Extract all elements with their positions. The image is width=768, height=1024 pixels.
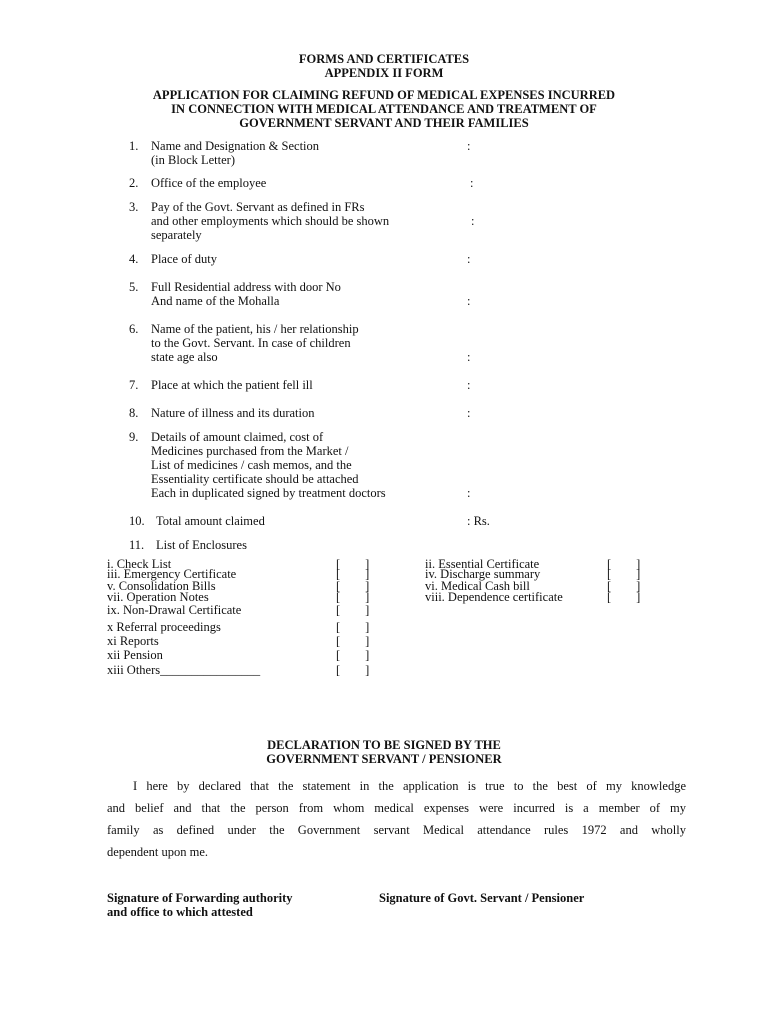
declaration-line-1: I here by declared that the statement in the application is true to the best of my knowledge [133,779,686,793]
field-number: 3. [129,200,139,214]
application-title-line-3: GOVERNMENT SERVANT AND THEIR FAMILIES [239,116,529,130]
enclosure-checkbox[interactable]: [ ] [607,579,641,593]
field-number: 10. [129,514,145,528]
field-number: 7. [129,378,139,392]
field-value-blank[interactable]: : [470,176,474,190]
field-label-line: Medicines purchased from the Market / [151,444,349,458]
declaration-line-2: and belief and that the person from whom medical expenses were incurred is a member of my [107,801,686,815]
field-number: 4. [129,252,139,266]
enclosure-label: x Referral proceedings [107,620,221,634]
field-label-line: List of medicines / cash memos, and the [151,458,352,472]
enclosure-label: ix. Non-Drawal Certificate [107,603,242,617]
field-number: 1. [129,139,139,153]
field-value-blank[interactable]: : Rs. [467,514,490,528]
enclosure-label: ii. Essential Certificate [425,557,540,571]
enclosure-label: iv. Discharge summary [425,567,541,581]
field-label-line: to the Govt. Servant. In case of children [151,336,351,350]
declaration-title-line-2: GOVERNMENT SERVANT / PENSIONER [266,752,502,766]
field-label-line: (in Block Letter) [151,153,235,167]
enclosure-label: xii Pension [107,648,163,662]
field-label-line: state age also [151,350,218,364]
field-value-blank[interactable]: : [467,378,471,392]
field-label-line: Each in duplicated signed by treatment doctors [151,486,386,500]
enclosure-checkbox[interactable]: [ ] [336,590,370,604]
field-label-line: Place at which the patient fell ill [151,378,313,392]
declaration-line-3: family as defined under the Government servant Medical attendance rules 1972 and wholly [107,823,686,837]
enclosure-label: xiii Others________________ [107,663,261,677]
field-value-blank[interactable]: : [467,139,471,153]
enclosure-checkbox[interactable]: [ ] [336,567,370,581]
field-label-line: Pay of the Govt. Servant as defined in FRs [151,200,365,214]
field-number: 6. [129,322,139,336]
form-heading: FORMS AND CERTIFICATES [298,52,470,66]
field-label-line: Essentiality certificate should be attached [151,472,359,486]
field-label-line: separately [151,228,202,242]
enclosure-checkbox[interactable]: [ ] [336,634,370,648]
enclosure-label: iii. Emergency Certificate [107,567,237,581]
enclosure-label: xi Reports [107,634,159,648]
enclosure-checkbox[interactable]: [ ] [607,567,641,581]
enclosure-label: vi. Medical Cash bill [425,579,530,593]
declaration-title-line-1: DECLARATION TO BE SIGNED BY THE [267,738,501,752]
field-number: 11. [129,538,145,552]
enclosure-checkbox[interactable]: [ ] [607,557,641,571]
field-label-line: Details of amount claimed, cost of [151,430,324,444]
field-label-line: and other employments which should be shown [151,214,390,228]
field-number: 2. [129,176,139,190]
field-label-line: Name and Designation & Section [151,139,320,153]
field-number: 5. [129,280,139,294]
forwarding-office-label: and office to which attested [107,905,253,919]
enclosure-label: viii. Dependence certificate [425,590,563,604]
field-value-blank[interactable]: : [467,406,471,420]
enclosure-label: vii. Operation Notes [107,590,209,604]
field-number: 9. [129,430,139,444]
field-label-line: List of Enclosures [156,538,247,552]
enclosure-label: v. Consolidation Bills [107,579,216,593]
enclosure-label: i. Check List [107,557,172,571]
field-label-line: Place of duty [151,252,217,266]
field-value-blank[interactable]: : [471,214,475,228]
field-label-line: Nature of illness and its duration [151,406,315,420]
field-value-blank[interactable]: : [467,486,471,500]
declaration-text [107,775,686,863]
application-title-line-1: APPLICATION FOR CLAIMING REFUND OF MEDICAL EXPENSES INCURRED [152,88,616,102]
declaration-line-4: dependent upon me. [107,845,209,859]
enclosure-checkbox[interactable]: [ ] [336,648,370,662]
application-title-line-2: IN CONNECTION WITH MEDICAL ATTENDANCE AND TREATMENT OF [171,102,597,116]
enclosure-checkbox[interactable]: [ ] [336,557,370,571]
field-label-line: Name of the patient, his / her relationship [151,322,359,336]
enclosure-checkbox[interactable]: [ ] [336,603,370,617]
enclosure-checkbox[interactable]: [ ] [336,620,370,634]
enclosure-checkbox[interactable]: [ ] [607,590,641,604]
enclosure-checkbox[interactable]: [ ] [336,663,370,677]
field-value-blank[interactable]: : [467,252,471,266]
field-label-line: Full Residential address with door No [151,280,341,294]
govt-servant-signature-label: Signature of Govt. Servant / Pensioner [379,891,585,905]
field-value-blank[interactable]: : [467,350,471,364]
enclosure-checkbox[interactable]: [ ] [336,579,370,593]
forwarding-authority-signature-label: Signature of Forwarding authority [107,891,293,905]
appendix-title: APPENDIX II FORM [324,66,444,80]
field-label-line: Office of the employee [151,176,267,190]
field-label-line: And name of the Mohalla [151,294,280,308]
field-label-line: Total amount claimed [156,514,265,528]
field-number: 8. [129,406,139,420]
field-value-blank[interactable]: : [467,294,471,308]
